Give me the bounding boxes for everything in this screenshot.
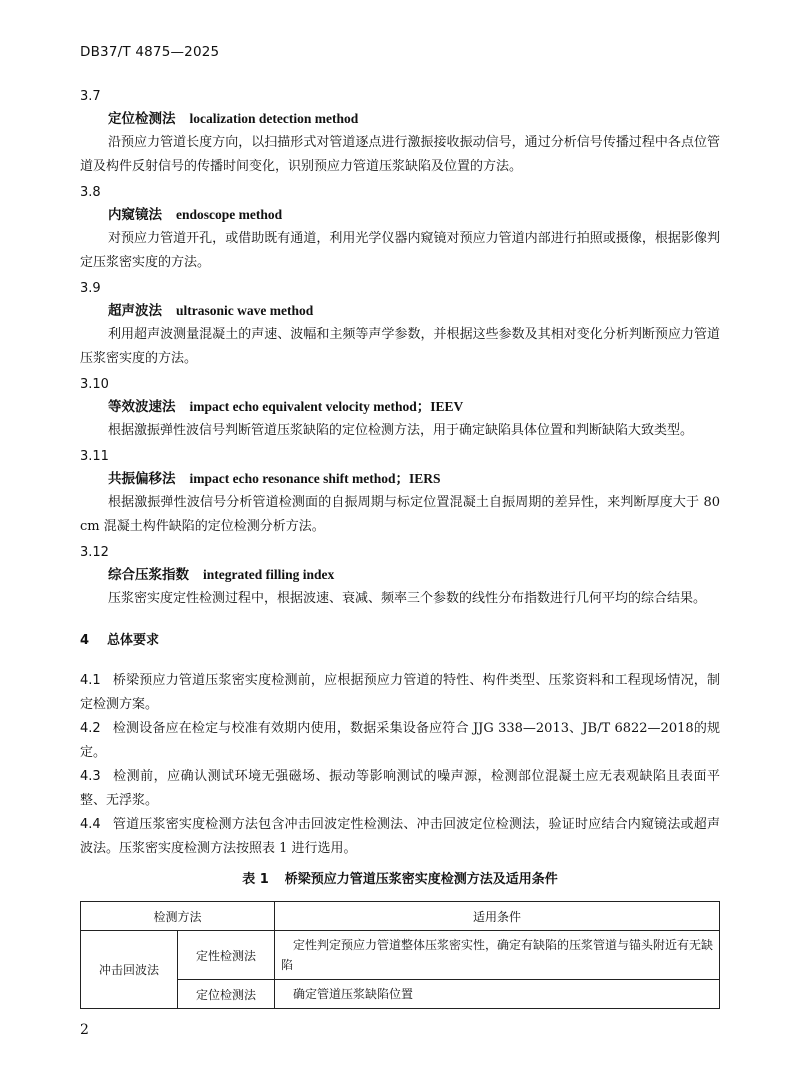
section-number: 4 — [80, 633, 90, 648]
table-caption — [80, 869, 720, 891]
table-header-row — [81, 902, 720, 931]
term-title — [108, 299, 720, 323]
term-number: 3.7 — [80, 89, 101, 104]
clause-text: 检测设备应在检定与校准有效期内使用，数据采集设备应符合 JJG 338—2013、JB/T 6822—2018的规定。 — [80, 721, 720, 760]
clause-number: 4.2 — [80, 721, 101, 736]
term-title — [108, 107, 720, 131]
term-english: impact echo equivalent velocity method；IEEV — [189, 399, 464, 414]
clause-paragraph — [80, 669, 720, 717]
page-number: 2 — [80, 1022, 89, 1038]
clause-paragraph — [80, 813, 720, 861]
term-definition: 沿预应力管道长度方向，以扫描形式对管道逐点进行激振接收振动信号，通过分析信号传播过程中各点位管道及构件反射信号的传播时间变化，识别预应力管道压浆缺陷及位置的方法。 — [80, 135, 720, 174]
terms-list — [80, 86, 720, 611]
term-definition: 利用超声波测量混凝土的声速、波幅和主频等声学参数，并根据这些参数及其相对变化分析判断预应力管道压浆密实度的方法。 — [80, 327, 720, 366]
term-entry — [80, 182, 720, 275]
methods-table — [80, 901, 720, 1009]
term-english: integrated filling index — [203, 567, 335, 582]
clause-text: 检测前，应确认测试环境无强磁场、振动等影响测试的噪声源，检测部位混凝土应无表观缺陷且表面平整、无浮浆。 — [80, 769, 720, 808]
term-entry — [80, 542, 720, 611]
clause-paragraph — [80, 717, 720, 765]
term-chinese: 定位检测法 — [108, 111, 176, 127]
term-number: 3.10 — [80, 377, 109, 392]
clause-number: 4.3 — [80, 769, 101, 784]
term-entry — [80, 446, 720, 539]
clauses-list — [80, 669, 720, 861]
term-chinese: 内窥镜法 — [108, 207, 162, 223]
section-title: 总体要求 — [107, 633, 160, 648]
term-english: localization detection method — [189, 111, 359, 126]
term-definition: 根据激振弹性波信号分析管道检测面的自振周期与标定位置混凝土自振周期的差异性，来判断厚度大于 80 cm 混凝土构件缺陷的定位检测分析方法。 — [80, 495, 720, 534]
table-sub-method: 定性检测法 — [178, 931, 275, 980]
term-english: ultrasonic wave method — [176, 303, 314, 318]
clause-number: 4.4 — [80, 817, 101, 832]
clause-paragraph — [80, 765, 720, 813]
term-number: 3.8 — [80, 185, 101, 200]
table-group-cell: 冲击回波法 — [81, 931, 178, 1009]
document-id: DB37/T 4875—2025 — [80, 44, 220, 60]
table-header-method: 检测方法 — [81, 902, 275, 931]
clause-text: 桥梁预应力管道压浆密实度检测前，应根据预应力管道的特性、构件类型、压浆资料和工程现场情况，制定检测方案。 — [80, 673, 720, 712]
document-body — [80, 86, 720, 1009]
term-entry — [80, 374, 720, 443]
term-definition: 根据激振弹性波信号判断管道压浆缺陷的定位检测方法，用于确定缺陷具体位置和判断缺陷大致类型。 — [108, 423, 694, 438]
table-caption-title: 桥梁预应力管道压浆密实度检测方法及适用条件 — [284, 872, 558, 887]
term-number: 3.12 — [80, 545, 109, 560]
table-caption-number: 表 1 — [242, 872, 269, 887]
term-title — [108, 563, 720, 587]
clause-text: 管道压浆密实度检测方法包含冲击回波定性检测法、冲击回波定位检测法，验证时应结合内窥镜法或超声波法。压浆密实度检测方法按照表 1 进行选用。 — [80, 817, 720, 856]
section-heading — [80, 629, 720, 653]
term-number: 3.11 — [80, 449, 109, 464]
table-condition: 定性判定预应力管道整体压浆密实性，确定有缺陷的压浆管道与锚头附近有无缺陷 — [275, 931, 720, 980]
table-condition: 确定管道压浆缺陷位置 — [275, 980, 720, 1009]
term-title — [108, 203, 720, 227]
term-number: 3.9 — [80, 281, 101, 296]
table-sub-method: 定位检测法 — [178, 980, 275, 1009]
term-definition: 对预应力管道开孔，或借助既有通道，利用光学仪器内窥镜对预应力管道内部进行拍照或摄像，根据影像判定压浆密实度的方法。 — [80, 231, 720, 270]
term-entry — [80, 278, 720, 371]
term-english: impact echo resonance shift method；IERS — [189, 471, 441, 486]
term-chinese: 共振偏移法 — [108, 471, 176, 487]
clause-number: 4.1 — [80, 673, 101, 688]
term-chinese: 等效波速法 — [108, 399, 176, 415]
table-row — [81, 931, 720, 980]
term-chinese: 综合压浆指数 — [108, 567, 189, 583]
term-title — [108, 395, 720, 419]
term-english: endoscope method — [176, 207, 283, 222]
table-header-condition: 适用条件 — [275, 902, 720, 931]
term-chinese: 超声波法 — [108, 303, 162, 319]
term-entry — [80, 86, 720, 179]
term-definition: 压浆密实度定性检测过程中，根据波速、衰减、频率三个参数的线性分布指数进行几何平均的综合结果。 — [108, 591, 707, 606]
term-title — [108, 467, 720, 491]
